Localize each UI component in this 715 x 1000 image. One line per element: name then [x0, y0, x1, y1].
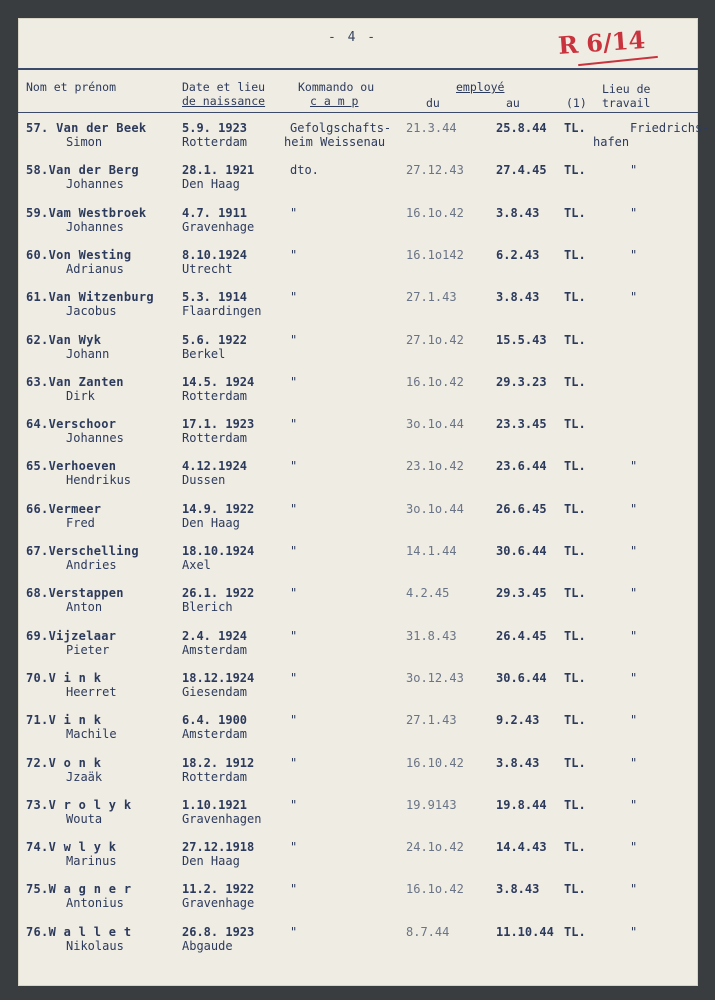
- row-first-name: Marinus: [66, 854, 117, 869]
- row-employed-until: 27.4.45: [496, 163, 547, 178]
- row-birth-place: Abgaude: [182, 938, 233, 953]
- header-du: du: [426, 96, 440, 110]
- row-employed-from: 31.8.43: [406, 628, 457, 643]
- row-tl-mark: TL.: [564, 290, 586, 305]
- row-birth-place: Dussen: [182, 473, 226, 488]
- row-tl-mark: TL.: [564, 840, 586, 855]
- table-row: [18, 290, 698, 332]
- row-first-name: Simon: [66, 135, 103, 149]
- row-birth-place: Berkel: [182, 346, 226, 361]
- row-birth-date: 4.12.1924: [182, 459, 248, 474]
- row-name: 61.Van Witzenburg: [26, 290, 154, 305]
- header-lieu-2: travail: [602, 96, 651, 110]
- row-birth-date: 17.1. 1923: [182, 417, 255, 432]
- row-kommando: ": [290, 882, 298, 897]
- row-first-name: Anton: [66, 600, 103, 615]
- table-row: [18, 629, 698, 671]
- page-number: - 4 -: [328, 30, 378, 45]
- row-employed-from: 21.3.44: [406, 121, 457, 135]
- row-employed-from: 19.9143: [406, 797, 457, 812]
- row-birth-date: 4.7. 1911: [182, 205, 248, 220]
- row-tl-mark: TL.: [564, 205, 586, 220]
- row-birth-date: 6.4. 1900: [182, 713, 248, 728]
- table-row: [18, 206, 698, 248]
- header-kommando-2: [310, 94, 358, 108]
- row-kommando: ": [290, 544, 298, 558]
- row-work-place: ": [630, 290, 638, 305]
- row-employed-from: 27.1.43: [406, 290, 457, 305]
- row-birth-date: 18.10.1924: [182, 544, 255, 558]
- row-birth-date: 5.3. 1914: [182, 290, 248, 305]
- row-birth-place: Rotterdam: [182, 431, 248, 446]
- row-name: 70.V i n k: [26, 670, 102, 685]
- row-work-place: Friedrichs-: [630, 121, 710, 135]
- row-employed-until: 3.8.43: [496, 882, 540, 897]
- row-employed-from: 14.1.44: [406, 544, 457, 558]
- row-work-place: ": [630, 205, 638, 220]
- header-employe-text: employé: [456, 80, 505, 94]
- row-birth-place: Axel: [182, 558, 211, 572]
- row-employed-until: 29.3.23: [496, 374, 547, 389]
- row-birth-date: 28.1. 1921: [182, 163, 255, 178]
- row-first-name: Nikolaus: [66, 938, 124, 953]
- row-kommando-line-2: heim Weissenau: [284, 135, 386, 149]
- header-date-lieu-2-text: de naissance: [182, 94, 266, 108]
- header-top-rule: [18, 68, 698, 70]
- row-work-place: ": [630, 586, 638, 601]
- row-kommando: ": [290, 374, 298, 389]
- row-name: 67.Verschelling: [26, 544, 139, 558]
- row-name: 71.V i n k: [26, 713, 102, 728]
- table-row: [18, 798, 698, 840]
- row-birth-place: Rotterdam: [182, 135, 248, 149]
- row-employed-until: 3.8.43: [496, 290, 540, 305]
- row-kommando: dto.: [290, 163, 319, 178]
- row-name: 75.W a g n e r: [26, 882, 132, 897]
- row-employed-until: 30.6.44: [496, 544, 547, 558]
- row-work-place: ": [630, 713, 638, 728]
- row-tl-mark: TL.: [564, 882, 586, 897]
- handwritten-reference-mark: R 6/14: [557, 24, 647, 61]
- row-kommando: ": [290, 459, 298, 474]
- row-employed-until: 3.8.43: [496, 205, 540, 220]
- row-employed-from: 3o.1o.44: [406, 501, 464, 516]
- row-birth-place: Den Haag: [182, 177, 240, 192]
- row-name: 72.V o n k: [26, 755, 102, 770]
- row-birth-date: 11.2. 1922: [182, 882, 255, 897]
- row-birth-date: 26.8. 1923: [182, 924, 255, 939]
- row-tl-mark: TL.: [564, 163, 586, 178]
- row-employed-until: 26.6.45: [496, 501, 547, 516]
- row-birth-place: Gravenhagen: [182, 811, 262, 826]
- row-first-name: Antonius: [66, 896, 124, 911]
- row-tl-mark: TL.: [564, 670, 586, 685]
- row-name: 76.W a l l e t: [26, 924, 132, 939]
- row-work-place: ": [630, 544, 638, 558]
- table-row: [18, 121, 710, 163]
- row-employed-until: 11.10.44: [496, 924, 554, 939]
- row-birth-place: Gravenhage: [182, 896, 255, 911]
- header-kommando-1: Kommando ou: [298, 80, 375, 94]
- row-birth-place: Utrecht: [182, 261, 233, 276]
- row-first-name: Hendrikus: [66, 473, 132, 488]
- header-note: (1): [566, 96, 587, 110]
- row-birth-date: 18.2. 1912: [182, 755, 255, 770]
- row-employed-from: 27.1.43: [406, 713, 457, 728]
- row-birth-date: 1.10.1921: [182, 797, 248, 812]
- row-tl-mark: TL.: [564, 247, 586, 262]
- row-birth-date: 14.5. 1924: [182, 374, 255, 389]
- row-work-place: ": [630, 840, 638, 855]
- row-name: 73.V r o l y k: [26, 797, 132, 812]
- row-birth-date: 26.1. 1922: [182, 586, 255, 601]
- row-name: 65.Verhoeven: [26, 459, 117, 474]
- row-birth-place: Rotterdam: [182, 769, 248, 784]
- row-employed-from: 23.1o.42: [406, 459, 464, 474]
- table-row: [18, 882, 698, 924]
- row-kommando: ": [290, 840, 298, 855]
- row-work-place: ": [630, 797, 638, 812]
- row-employed-until: 30.6.44: [496, 670, 547, 685]
- table-row: [18, 713, 698, 755]
- row-tl-mark: TL.: [564, 713, 586, 728]
- row-first-name: Jzaäk: [66, 769, 103, 784]
- row-first-name: Adrianus: [66, 261, 124, 276]
- row-birth-date: 8.10.1924: [182, 247, 248, 262]
- row-kommando: ": [290, 755, 298, 770]
- row-tl-mark: TL.: [564, 501, 586, 516]
- row-birth-place: Flaardingen: [182, 304, 262, 319]
- row-first-name: Heerret: [66, 684, 117, 699]
- row-employed-until: 6.2.43: [496, 247, 540, 262]
- row-employed-until: 23.6.44: [496, 459, 547, 474]
- header-date-lieu-2: [182, 94, 265, 108]
- row-employed-from: 3o.12.43: [406, 670, 464, 685]
- row-work-place: ": [630, 247, 638, 262]
- row-work-place: ": [630, 459, 638, 474]
- row-employed-until: 26.4.45: [496, 628, 547, 643]
- row-birth-place: Amsterdam: [182, 642, 248, 657]
- row-first-name: Johannes: [66, 177, 124, 192]
- row-name: 68.Verstappen: [26, 586, 124, 601]
- row-name: 57. Van der Beek: [26, 121, 147, 135]
- row-kommando: ": [290, 501, 298, 516]
- header-employe: [456, 80, 504, 94]
- row-tl-mark: TL.: [564, 628, 586, 643]
- row-tl-mark: TL.: [564, 121, 586, 135]
- row-employed-from: 16.1o142: [406, 247, 464, 262]
- row-birth-place: Den Haag: [182, 854, 240, 869]
- header-lieu-1: Lieu de: [602, 82, 651, 96]
- row-kommando: ": [290, 670, 298, 685]
- row-work-place: ": [630, 755, 638, 770]
- row-first-name: Wouta: [66, 811, 103, 826]
- header-bottom-rule: [18, 112, 698, 113]
- table-row: [18, 459, 698, 501]
- row-employed-from: 16.10.42: [406, 755, 464, 770]
- row-birth-date: 5.6. 1922: [182, 332, 248, 347]
- header-name: Nom et prénom: [26, 80, 117, 94]
- row-tl-mark: TL.: [564, 586, 586, 601]
- row-employed-from: 27.1o.42: [406, 332, 464, 347]
- table-row: [18, 840, 698, 882]
- row-kommando: ": [290, 586, 298, 601]
- row-tl-mark: TL.: [564, 924, 586, 939]
- row-employed-until: 23.3.45: [496, 417, 547, 432]
- row-name: 74.V w l y k: [26, 840, 117, 855]
- row-tl-mark: TL.: [564, 797, 586, 812]
- row-first-name: Dirk: [66, 388, 95, 403]
- row-kommando: ": [290, 924, 298, 939]
- row-work-place: ": [630, 501, 638, 516]
- table-row: [18, 671, 698, 713]
- row-kommando: ": [290, 417, 298, 432]
- row-first-name: Jacobus: [66, 304, 117, 319]
- row-employed-from: 24.1o.42: [406, 840, 464, 855]
- row-birth-place: Rotterdam: [182, 388, 248, 403]
- row-tl-mark: TL.: [564, 459, 586, 474]
- row-employed-until: 25.8.44: [496, 121, 547, 135]
- header-date-lieu-1: Date et lieu: [182, 80, 266, 94]
- row-birth-date: 18.12.1924: [182, 670, 255, 685]
- row-birth-place: Giesendam: [182, 684, 248, 699]
- table-row: [18, 163, 698, 205]
- row-first-name: Pieter: [66, 642, 110, 657]
- row-first-name: Fred: [66, 515, 95, 530]
- header-au: au: [506, 96, 520, 110]
- row-tl-mark: TL.: [564, 544, 586, 558]
- row-employed-until: 15.5.43: [496, 332, 547, 347]
- row-name: 62.Van Wyk: [26, 332, 102, 347]
- row-name: 64.Verschoor: [26, 417, 117, 432]
- row-first-name: Johann: [66, 346, 110, 361]
- row-kommando: ": [290, 797, 298, 812]
- row-name: 63.Van Zanten: [26, 374, 124, 389]
- row-tl-mark: TL.: [564, 417, 586, 432]
- row-employed-until: 29.3.45: [496, 586, 547, 601]
- row-kommando: ": [290, 290, 298, 305]
- row-work-place-line-2: hafen: [593, 135, 630, 149]
- row-name: 59.Vam Westbroek: [26, 205, 147, 220]
- table-row: [18, 375, 698, 417]
- row-birth-date: 2.4. 1924: [182, 628, 248, 643]
- row-work-place: ": [630, 628, 638, 643]
- row-birth-date: 14.9. 1922: [182, 501, 255, 516]
- row-first-name: Johannes: [66, 431, 124, 446]
- row-employed-until: 9.2.43: [496, 713, 540, 728]
- row-employed-until: 19.8.44: [496, 797, 547, 812]
- row-first-name: Machile: [66, 727, 117, 742]
- table-row: [18, 417, 698, 459]
- row-name: 58.Van der Berg: [26, 163, 139, 178]
- row-employed-until: 14.4.43: [496, 840, 547, 855]
- table-row: [18, 586, 698, 628]
- row-first-name: Johannes: [66, 219, 124, 234]
- row-kommando: ": [290, 628, 298, 643]
- row-birth-place: Amsterdam: [182, 727, 248, 742]
- row-tl-mark: TL.: [564, 374, 586, 389]
- table-row: [18, 544, 698, 586]
- row-employed-from: 16.1o.42: [406, 205, 464, 220]
- table-row: [18, 756, 698, 798]
- table-row: [18, 502, 698, 544]
- row-birth-place: Gravenhage: [182, 219, 255, 234]
- row-kommando: ": [290, 205, 298, 220]
- row-employed-from: 16.1o.42: [406, 882, 464, 897]
- table-row: [18, 248, 698, 290]
- row-kommando: Gefolgschafts-: [290, 121, 392, 135]
- row-kommando: ": [290, 247, 298, 262]
- row-kommando: ": [290, 332, 298, 347]
- row-employed-from: 16.1o.42: [406, 374, 464, 389]
- row-name: 66.Vermeer: [26, 501, 102, 516]
- row-tl-mark: TL.: [564, 332, 586, 347]
- row-birth-date: 5.9. 1923: [182, 121, 248, 135]
- row-employed-until: 3.8.43: [496, 755, 540, 770]
- row-employed-from: 3o.1o.44: [406, 417, 464, 432]
- document-page: [18, 18, 710, 986]
- header-kommando-2-text: c a m p: [310, 94, 359, 108]
- row-name: 60.Von Westing: [26, 247, 132, 262]
- row-name: 69.Vijzelaar: [26, 628, 117, 643]
- row-first-name: Andries: [66, 558, 117, 572]
- table-row: [18, 925, 698, 967]
- row-employed-from: 27.12.43: [406, 163, 464, 178]
- row-work-place: ": [630, 163, 638, 178]
- row-birth-place: Den Haag: [182, 515, 240, 530]
- row-kommando: ": [290, 713, 298, 728]
- row-work-place: ": [630, 670, 638, 685]
- table-row: [18, 333, 698, 375]
- row-tl-mark: TL.: [564, 755, 586, 770]
- row-birth-place: Blerich: [182, 600, 233, 615]
- row-work-place: ": [630, 924, 638, 939]
- row-employed-from: 4.2.45: [406, 586, 450, 601]
- row-work-place: ": [630, 882, 638, 897]
- row-birth-date: 27.12.1918: [182, 840, 255, 855]
- row-employed-from: 8.7.44: [406, 924, 450, 939]
